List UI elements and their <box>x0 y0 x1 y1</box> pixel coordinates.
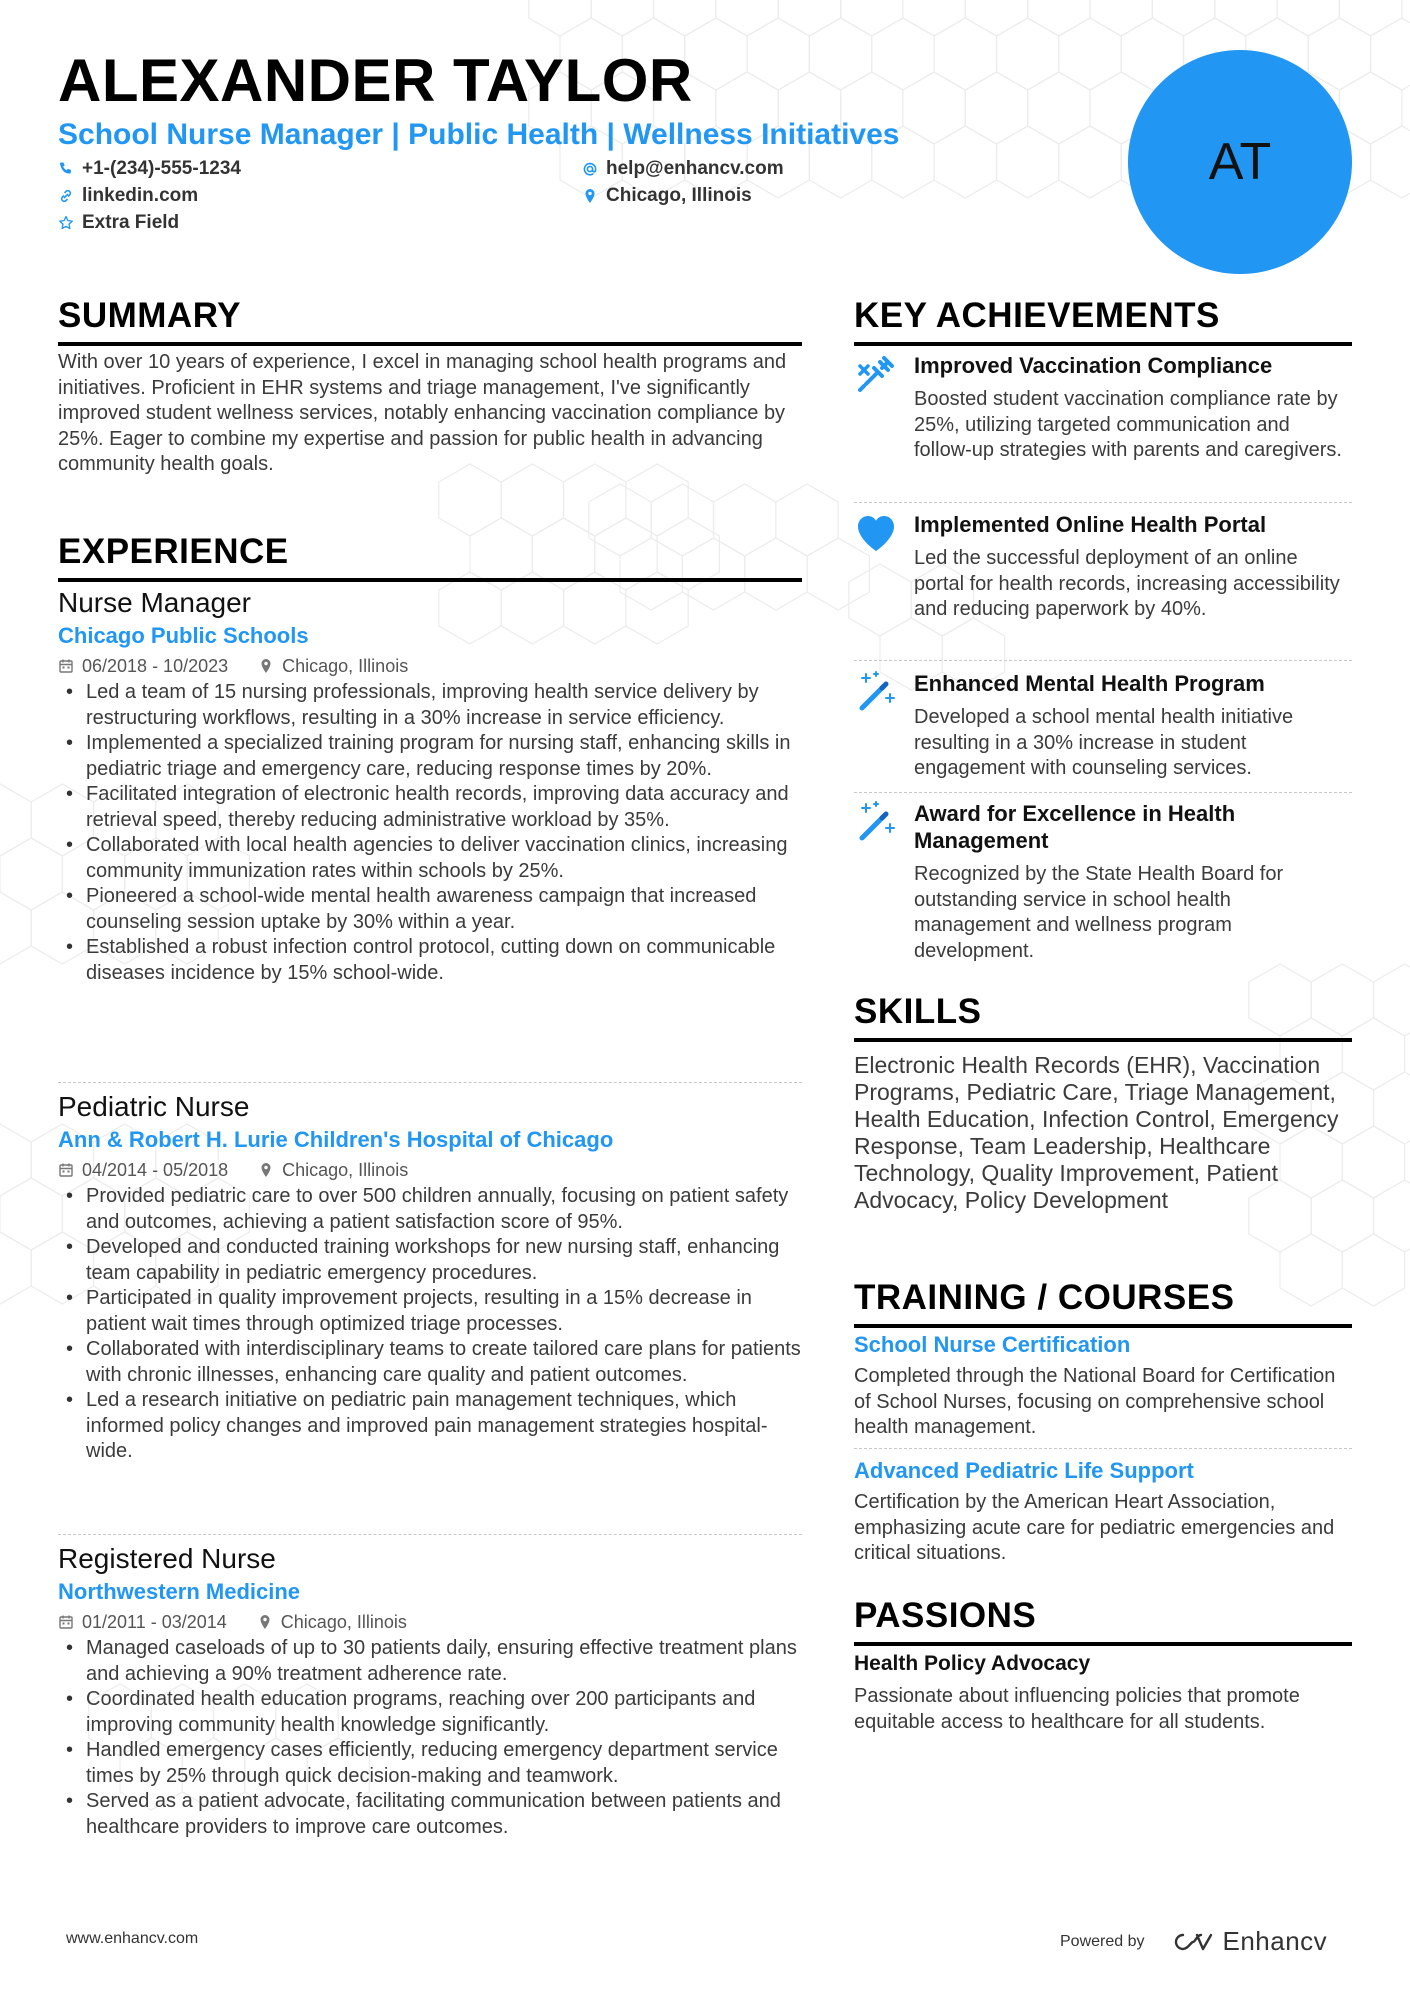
achievement-desc: Developed a school mental health initiative resulting in a 30% increase in student engagement with counseling services. <box>914 706 1294 779</box>
skills-heading: SKILLS <box>854 992 1352 1042</box>
course-title: School Nurse Certification <box>854 1332 1131 1357</box>
phone-icon <box>58 161 74 177</box>
skills-text: Electronic Health Records (EHR), Vaccination Programs, Pediatric Care, Triage Management, Health Education, Infection Control, Emergency Response, Team Leadership, Healthcare Technology, Quality Improvement, Patient Advocacy, Policy Development <box>854 1052 1339 1213</box>
job-title: Nurse Manager <box>58 587 251 618</box>
achievement-title: Award for Excellence in Health Management <box>914 801 1236 853</box>
contact-info <box>58 156 1058 240</box>
achievement-desc: Recognized by the State Health Board for outstanding service in school health management and wellness program development. <box>914 863 1284 962</box>
magic-wand-icon <box>854 800 898 844</box>
summary-heading: SUMMARY <box>58 296 802 346</box>
passions-heading: PASSIONS <box>854 1596 1352 1646</box>
divider <box>854 660 1352 661</box>
location-contact <box>582 183 752 209</box>
achievement-desc: Led the successful deployment of an online portal for health records, increasing accessibility and reducing paperwork by 40%. <box>914 547 1340 620</box>
job-bullet: • Led a team of 15 nursing professionals, improving health service delivery by restructuring workflows, resulting in a 30% increase in service efficiency. <box>58 680 802 731</box>
calendar-icon <box>58 1614 74 1630</box>
divider <box>854 1448 1352 1449</box>
summary-text: With over 10 years of experience, I excel in managing school health programs and initiatives. Proficient in EHR systems and triage management, I've significantly improved student wellness services, notably enhancing vaccination compliance by 25%. Eager to combine my expertise and passion for public health in advancing community health goals. <box>58 351 787 475</box>
job-bullet: • Managed caseloads of up to 30 patients daily, ensuring effective treatment plans and achieving a 90% treatment adherence rate. <box>58 1636 802 1687</box>
candidate-name: ALEXANDER TAYLOR <box>58 47 693 114</box>
job-company: Ann & Robert H. Lurie Children's Hospital of Chicago <box>58 1127 614 1152</box>
job-bullet: • Provided pediatric care to over 500 children annually, focusing on patient safety and outcomes, achieving a patient satisfaction score of 95%. <box>58 1184 802 1235</box>
job-bullet: • Coordinated health education programs, reaching over 200 participants and improving community health knowledge significantly. <box>58 1687 802 1738</box>
course-desc: Completed through the National Board for Certification of School Nurses, focusing on comprehensive school health management. <box>854 1365 1336 1438</box>
job-bullet: • Established a robust infection control protocol, cutting down on communicable diseases incidence by 15% school-wide. <box>58 935 802 986</box>
course-title: Advanced Pediatric Life Support <box>854 1458 1194 1483</box>
job-bullet: • Served as a patient advocate, facilitating communication between patients and healthcare providers to improve care outcomes. <box>58 1789 802 1840</box>
passion-desc: Passionate about influencing policies that promote equitable access to healthcare for all students. <box>854 1685 1300 1733</box>
passion-title: Health Policy Advocacy <box>854 1652 1091 1675</box>
course-item <box>854 1456 1352 1567</box>
job-dates: 06/2018 - 10/2023 <box>82 656 229 676</box>
location-text: Chicago, Illinois <box>606 185 752 206</box>
job-meta <box>58 1156 802 1184</box>
job-dates: 01/2011 - 03/2014 <box>82 1612 227 1632</box>
job-meta <box>58 1608 802 1636</box>
divider <box>854 502 1352 503</box>
job-location <box>258 1156 408 1184</box>
calendar-icon <box>58 1162 74 1178</box>
avatar-initials: AT <box>1208 133 1272 191</box>
job-entry <box>58 1542 802 1840</box>
achievement-item <box>854 352 1352 464</box>
job-entry <box>58 1090 802 1465</box>
enhancv-logo-icon <box>1169 1929 1215 1955</box>
job-location-text: Chicago, Illinois <box>280 1612 407 1632</box>
job-bullet: • Collaborated with local health agencies to deliver vaccination clinics, increasing community immunization rates within schools by 25%. <box>58 833 802 884</box>
achievement-desc: Boosted student vaccination compliance rate by 25%, utilizing targeted communication and follow-up strategies with parents and caregivers. <box>914 388 1342 461</box>
passion-item <box>854 1650 1352 1735</box>
phone-contact[interactable] <box>58 156 241 182</box>
job-title: Pediatric Nurse <box>58 1091 250 1122</box>
email-text: help@enhancv.com <box>606 158 784 179</box>
job-meta <box>58 652 802 680</box>
powered-by-label: Powered by <box>1060 1932 1145 1950</box>
job-title: Registered Nurse <box>58 1543 276 1574</box>
job-location <box>257 1608 407 1636</box>
linkedin-text: linkedin.com <box>82 185 199 206</box>
calendar-icon <box>58 658 74 674</box>
divider <box>58 1082 802 1083</box>
job-company: Chicago Public Schools <box>58 623 309 648</box>
achievement-item <box>854 800 1352 964</box>
job-bullets <box>58 680 802 986</box>
enhancv-brand: Enhancv <box>1222 1926 1328 1956</box>
extra-field-contact <box>58 210 179 236</box>
location-pin-icon <box>582 188 598 204</box>
job-bullet: • Pioneered a school-wide mental health awareness campaign that increased counseling session uptake by 30% within a year. <box>58 884 802 935</box>
link-icon <box>58 188 74 204</box>
job-entry <box>58 586 802 986</box>
phone-text: +1-(234)-555-1234 <box>82 158 241 179</box>
achievement-title: Improved Vaccination Compliance <box>914 353 1273 378</box>
course-item <box>854 1330 1352 1441</box>
location-pin-icon <box>258 658 274 674</box>
powered-by[interactable] <box>1060 1926 1327 1957</box>
job-bullet: • Developed and conducted training workshops for new nursing staff, enhancing team capability in pediatric emergency procedures. <box>58 1235 802 1286</box>
job-bullet: • Handled emergency cases efficiently, reducing emergency department service times by 25% through quick decision-making and teamwork. <box>58 1738 802 1789</box>
magic-wand-icon <box>854 670 898 714</box>
syringe-icon <box>854 352 898 396</box>
job-bullet: • Facilitated integration of electronic health records, improving data accuracy and retrieval speed, thereby reducing administrative workload by 35%. <box>58 782 802 833</box>
extra-field-text: Extra Field <box>82 212 180 233</box>
job-bullets <box>58 1184 802 1465</box>
job-bullet: • Led a research initiative on pediatric pain management techniques, which informed policy changes and improved pain management strategies hospital-wide. <box>58 1388 802 1465</box>
job-bullet: • Collaborated with interdisciplinary teams to create tailored care plans for patients with chronic illnesses, enhancing care quality and patient outcomes. <box>58 1337 802 1388</box>
achievement-title: Enhanced Mental Health Program <box>914 671 1265 696</box>
job-location-text: Chicago, Illinois <box>282 1160 409 1180</box>
footer-url[interactable]: www.enhancv.com <box>66 1930 199 1947</box>
email-contact[interactable] <box>582 156 784 182</box>
candidate-headline: School Nurse Manager | Public Health | Wellness Initiatives <box>58 118 900 151</box>
achievement-item <box>854 670 1352 782</box>
heart-icon <box>854 511 898 555</box>
job-company: Northwestern Medicine <box>58 1579 301 1604</box>
at-icon <box>582 161 598 177</box>
experience-heading: EXPERIENCE <box>58 532 802 582</box>
achievement-item <box>854 511 1352 623</box>
job-location <box>258 652 408 680</box>
job-bullet: • Implemented a specialized training program for nursing staff, enhancing skills in pediatric triage and emergency care, reducing response times by 20%. <box>58 731 802 782</box>
key-achievements-heading: KEY ACHIEVEMENTS <box>854 296 1352 346</box>
avatar <box>1128 50 1352 274</box>
divider <box>854 792 1352 793</box>
course-desc: Certification by the American Heart Association, emphasizing acute care for pediatric emergencies and critical situations. <box>854 1491 1335 1564</box>
divider <box>58 1534 802 1535</box>
job-dates: 04/2014 - 05/2018 <box>82 1160 229 1180</box>
job-location-text: Chicago, Illinois <box>282 656 409 676</box>
location-pin-icon <box>257 1614 273 1630</box>
achievement-title: Implemented Online Health Portal <box>914 512 1267 537</box>
linkedin-contact[interactable] <box>58 183 198 209</box>
training-heading: TRAINING / COURSES <box>854 1278 1352 1328</box>
location-pin-icon <box>258 1162 274 1178</box>
job-bullets <box>58 1636 802 1840</box>
star-icon <box>58 215 74 231</box>
job-bullet: • Participated in quality improvement projects, resulting in a 15% decrease in patient wait times through optimized triage processes. <box>58 1286 802 1337</box>
